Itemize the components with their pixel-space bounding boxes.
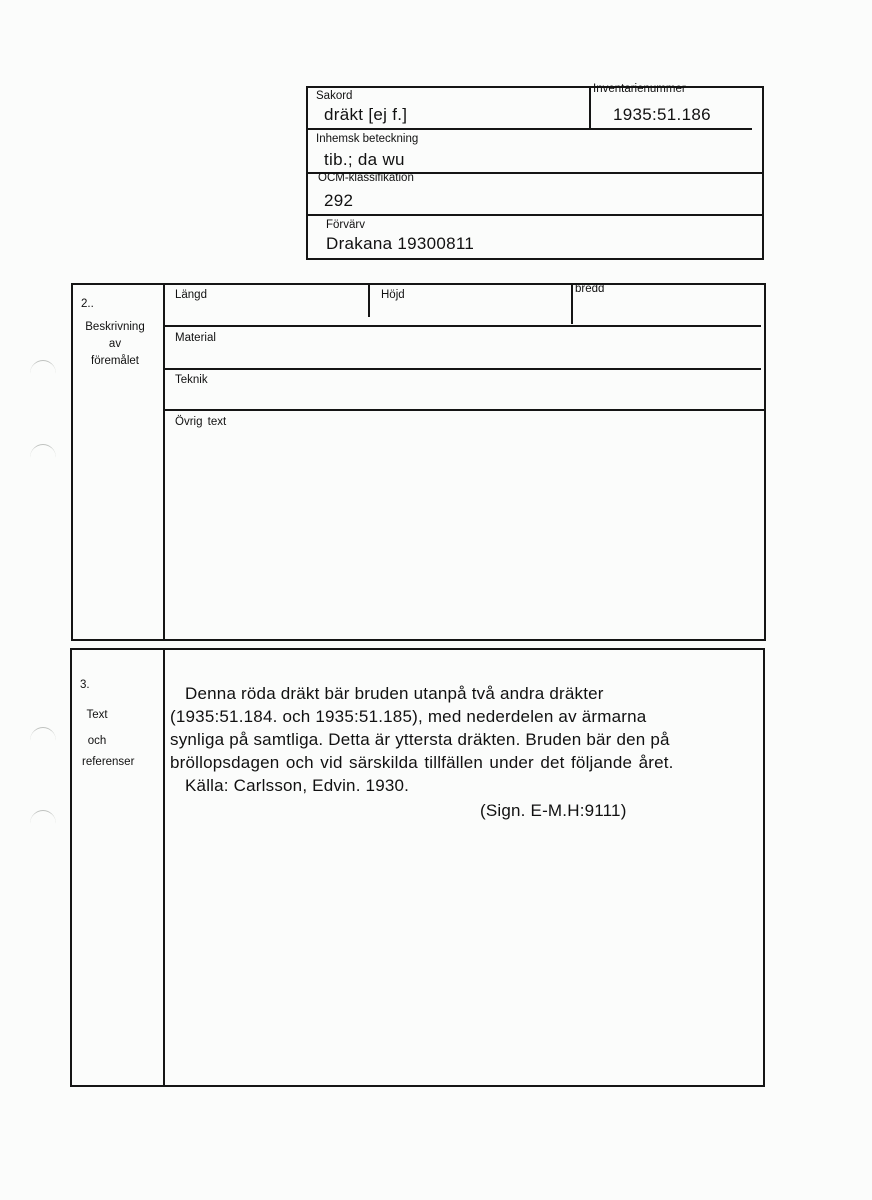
section-2-side-title xyxy=(74,319,156,370)
hojd-label: Höjd xyxy=(381,289,405,301)
sakord-label: Sakord xyxy=(316,90,353,102)
punch-hole-mark xyxy=(30,444,56,471)
text-line: synliga på samtliga. Detta är yttersta dräkten. Bruden bär den på xyxy=(170,730,670,749)
forvarv-label: Förvärv xyxy=(326,219,365,231)
punch-hole-mark xyxy=(30,360,56,387)
inhemsk-beteckning-value: tib.; da wu xyxy=(324,150,405,169)
sakord-value: dräkt [ej f.] xyxy=(324,105,408,124)
section-3-side-title xyxy=(72,702,122,754)
side-line: föremålet xyxy=(91,355,139,367)
section-2-number: 2.. xyxy=(81,298,94,310)
text-line: (1935:51.184. och 1935:51.185), med nederdelen av ärmarna xyxy=(170,707,647,726)
inventarienummer-value: 1935:51.186 xyxy=(613,105,711,124)
langd-label: Längd xyxy=(175,289,207,301)
teknik-label: Teknik xyxy=(175,374,208,386)
side-line: Beskrivning xyxy=(85,321,145,333)
inhemsk-beteckning-label: Inhemsk beteckning xyxy=(316,133,419,145)
punch-hole-mark xyxy=(30,810,56,837)
bredd-label: bredd xyxy=(575,283,605,295)
punch-hole-mark xyxy=(30,727,56,754)
section-3-number: 3. xyxy=(80,679,90,691)
inventarienummer-label: Inventarienummer xyxy=(593,83,686,95)
ocm-klassifikation-label: OCM-klassifikation xyxy=(318,172,414,184)
ocm-klassifikation-value: 292 xyxy=(324,191,354,210)
signature: (Sign. E-M.H:9111) xyxy=(480,801,627,820)
forvarv-value: Drakana 19300811 xyxy=(326,234,475,253)
side-line: Text xyxy=(86,709,108,721)
text-line: Denna röda dräkt bär bruden utanpå två andra dräkter xyxy=(185,684,604,703)
side-line: och xyxy=(87,735,107,747)
text-line: bröllopsdagen och vid särskilda tillfällen under det följande året. xyxy=(170,753,674,772)
text-line: Källa: Carlsson, Edvin. 1930. xyxy=(185,776,410,795)
side-line: av xyxy=(108,338,122,350)
section-3-side-title-line: referenser xyxy=(82,756,135,768)
material-label: Material xyxy=(175,332,216,344)
ovrig-text-label: Övrig text xyxy=(175,416,227,428)
